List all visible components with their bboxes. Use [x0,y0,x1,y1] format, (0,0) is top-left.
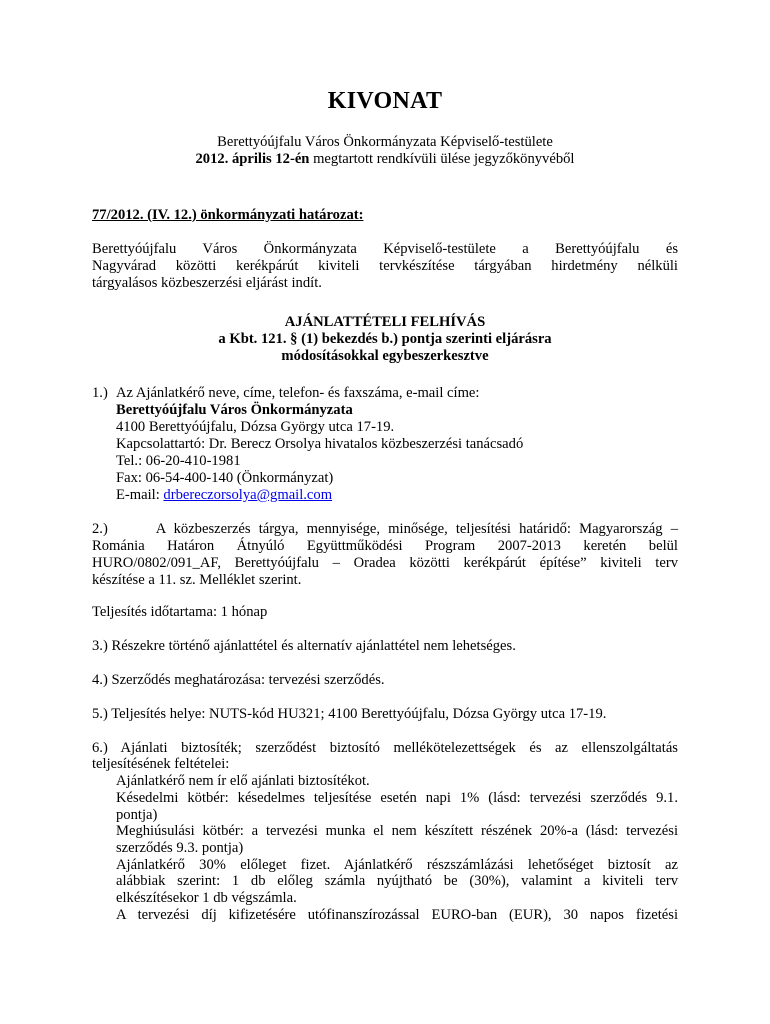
resolution-text-line: Nagyvárad közötti kerékpárút kiviteli tervkészítése tárgyában hirdetmény nélküli [92,258,678,274]
document-subtitle-date [92,151,678,168]
section-6-line: 6.) Ajánlati biztosíték; szerződést biztosító mellékötelezettségek és az ellenszolgáltatás [92,740,678,756]
document-subtitle: Berettyóújfalu Város Önkormányzata Képviselő-testülete [217,134,553,150]
phone-number: Tel.: 06-20-410-1981 [116,453,241,469]
section-2-line: Románia Határon Átnyúló Együttműködési Program 2007-2013 keretén belül [92,538,678,554]
section-6-item: pontja) [116,807,158,823]
section-2-line: 2.) A közbeszerzés tárgya, mennyisége, minősége, teljesítési határidő: Magyarország – [92,521,678,537]
meeting-date: 2012. április 12-én [195,151,310,167]
section-6-item: Ajánlatkérő 30% előleget fizet. Ajánlatkérő részszámlázási lehetőséget biztosít az [116,857,678,873]
section-5-text: 5.) Teljesítés helye: NUTS-kód HU321; 4100 Berettyóújfalu, Dózsa György utca 17-19. [92,706,607,722]
resolution-number: 77/2012. (IV. 12.) önkormányzati határozat: [92,207,364,223]
section-2-line: HURO/0802/091_AF, Berettyóújfalu – Oradea közötti kerékpárút építése” kiviteli terv [92,555,678,571]
contracting-authority-address: 4100 Berettyóújfalu, Dózsa György utca 17-19. [116,419,395,435]
section-4-text: 4.) Szerződés meghatározása: tervezési szerződés. [92,672,385,688]
resolution-text-line: Berettyóújfalu Város Önkormányzata Képviselő-testülete a Berettyóújfalu és [92,241,678,257]
section-number: 1.) [92,385,108,401]
email-line [116,487,678,504]
section-3-text: 3.) Részekre történő ajánlattétel és alternatív ajánlattétel nem lehetséges. [92,638,516,654]
contact-person: Kapcsolattartó: Dr. Berecz Orsolya hivatalos közbeszerzési tanácsadó [116,436,524,452]
section-6-line: teljesítésének feltételei: [92,756,230,772]
section-6-item: elkészítésekor 1 db végszámla. [116,890,297,906]
section-intro: Az Ajánlatkérő neve, címe, telefon- és faxszáma, e-mail címe: [116,385,480,401]
notice-subheading: módosításokkal egybeszerkesztve [281,348,489,364]
section-2-line: készítése a 11. sz. Melléklet szerint. [92,572,302,588]
performance-duration: Teljesítés időtartama: 1 hónap [92,604,268,620]
email-link[interactable]: drbereczorsolya@gmail.com [163,487,333,503]
meeting-description: megtartott rendkívüli ülése jegyzőkönyvéből [309,151,575,167]
section-6-item: A tervezési díj kifizetésére utófinanszírozással EURO-ban (EUR), 30 napos fizetési [116,907,678,923]
section-6-item: Késedelmi kötbér: késedelmes teljesítése esetén napi 1% (lásd: tervezési szerződés 9.1. [116,790,678,806]
section-6-item: szerződés 9.3. pontja) [116,840,244,856]
contracting-authority-name: Berettyóújfalu Város Önkormányzata [116,402,353,418]
section-6-item: alábbiak szerint: 1 db előleg számla nyújtható be (30%), valamint a kiviteli terv [116,873,678,889]
notice-heading: AJÁNLATTÉTELI FELHÍVÁS [284,314,486,330]
fax-number: Fax: 06-54-400-140 (Önkormányzat) [116,470,334,486]
notice-subheading: a Kbt. 121. § (1) bekezdés b.) pontja szerinti eljárásra [218,331,552,347]
section-6-item: Meghiúsulási kötbér: a tervezési munka el nem készített részének 20%-a (lásd: tervezési [116,823,678,839]
email-label: E-mail: [116,487,164,503]
document-title: KIVONAT [327,88,443,114]
section-6-item: Ajánlatkérő nem ír elő ajánlati biztosítékot. [116,773,370,789]
resolution-text-line: tárgyalásos közbeszerzési eljárást indít. [92,275,322,291]
